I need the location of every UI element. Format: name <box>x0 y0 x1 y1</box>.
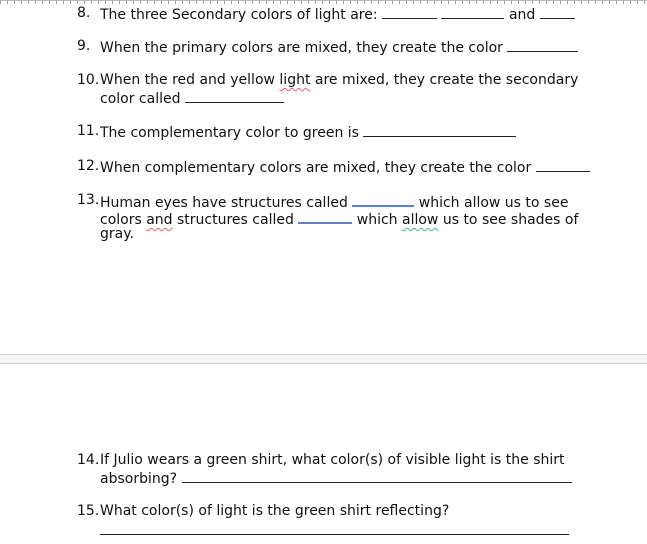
question-text: If Julio wears a green shirt, what color(s) of visible light is the shirt <box>100 452 565 468</box>
question-number: 9. <box>77 38 91 54</box>
question-text: Human eyes have structures called which allow us to see <box>100 192 568 212</box>
answer-blank[interactable] <box>352 192 414 207</box>
spellcheck-word: light <box>279 72 311 88</box>
page-break <box>0 354 647 364</box>
answer-blank[interactable] <box>185 89 284 103</box>
question-number: 12. <box>77 158 100 174</box>
top-ruler <box>0 0 647 4</box>
answer-blank[interactable] <box>382 5 437 19</box>
answer-blank[interactable] <box>298 209 352 224</box>
question-number: 15. <box>77 503 100 519</box>
answer-blank[interactable] <box>507 38 578 52</box>
answer-blank[interactable] <box>441 5 504 19</box>
question-text: When the primary colors are mixed, they create the color <box>100 38 578 57</box>
question-number: 13. <box>77 192 100 208</box>
question-text: When complementary colors are mixed, they create the color <box>100 158 590 177</box>
question-text: The three Secondary colors of light are: and <box>100 5 575 24</box>
question-number: 11. <box>77 123 100 139</box>
answer-blank[interactable] <box>536 158 590 172</box>
spellcheck-word: allow <box>402 212 439 228</box>
answer-blank[interactable] <box>363 123 516 137</box>
question-number: 10. <box>77 72 100 88</box>
spellcheck-word: and <box>146 212 173 228</box>
answer-blank[interactable] <box>540 5 575 19</box>
answer-blank[interactable] <box>100 534 569 535</box>
question-number: 8. <box>77 5 91 21</box>
question-number: 14. <box>77 452 100 468</box>
question-text: The complementary color to green is <box>100 123 516 142</box>
answer-blank[interactable] <box>182 469 572 483</box>
question-text: What color(s) of light is the green shirt reflecting? <box>100 503 450 519</box>
question-text: When the red and yellow light are mixed, they create the secondary <box>100 72 579 88</box>
